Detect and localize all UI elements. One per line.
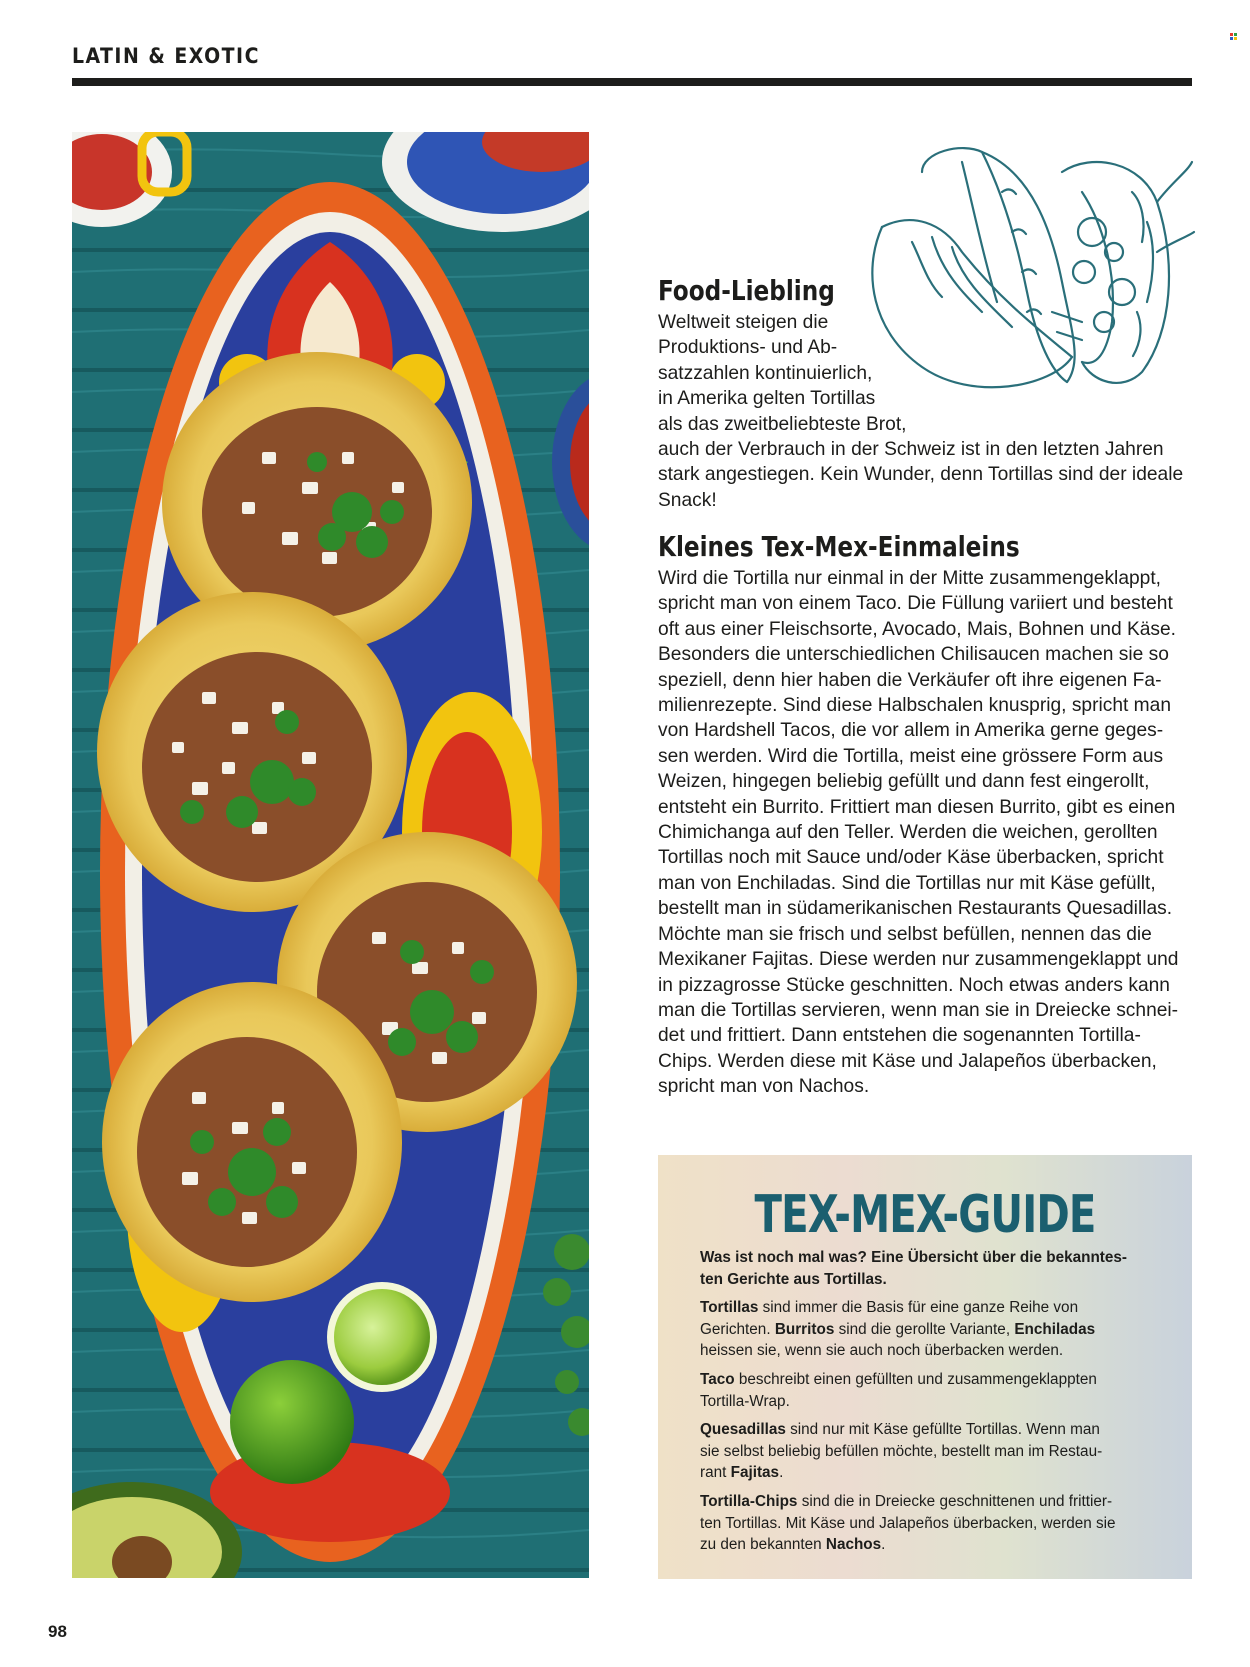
text-line: [700, 1297, 1170, 1319]
text-line: [700, 1419, 1170, 1441]
page-number: 98: [48, 1622, 67, 1641]
tacos-photo: [72, 132, 589, 1578]
text-line: Chimichanga auf den Teller. Werden die weichen, gerollten: [658, 822, 1158, 844]
text-line: [700, 1491, 1170, 1513]
text-line: heissen sie, wenn sie auch noch überbacken werden.: [700, 1342, 1064, 1359]
guide-paragraph-quesadillas: [700, 1419, 1170, 1484]
term-tortilla-chips: Tortilla-Chips: [700, 1493, 798, 1510]
text-run: sind die in Dreiecke geschnittenen und frittier-: [797, 1493, 1113, 1510]
text-line: man die Tortillas servieren, wenn man sie in Dreiecke schnei-: [658, 999, 1179, 1021]
text-line: sie selbst beliebig befüllen möchte, bestellt man im Restau-: [700, 1442, 1103, 1460]
text-line: Wird die Tortilla nur einmal in der Mitte zusammengeklappt,: [658, 568, 1161, 589]
heading-food-liebling: Food-Liebling: [658, 274, 835, 307]
text-line: als das zweitbeliebteste Brot,: [658, 413, 907, 435]
text-line: Tortillas noch mit Sauce und/oder Käse überbacken, spricht: [658, 847, 1164, 869]
text-line: satzzahlen kontinuierlich,: [658, 362, 873, 384]
text-line: Weltweit steigen die: [658, 312, 829, 333]
text-run: beschreibt einen gefüllten und zusammengeklappten: [734, 1371, 1097, 1388]
text-line: Besonders die unterschiedlichen Chilisaucen machen sie so: [658, 644, 1169, 666]
text-line: [700, 1319, 1170, 1341]
text-line: Snack!: [658, 489, 717, 511]
text-line: [700, 1534, 1170, 1556]
text-line: man von Enchiladas. Sind die Tortillas nur mit Käse gefüllt,: [658, 872, 1156, 894]
text-line: Was ist noch mal was? Eine Übersicht über die bekanntes-: [700, 1249, 1128, 1266]
guide-paragraph-tortilla-chips: [700, 1491, 1170, 1556]
term-quesadillas: Quesadillas: [700, 1421, 786, 1438]
text-line: sen werden. Wird die Tortilla, meist eine grössere Form aus: [658, 745, 1164, 767]
tex-mex-guide-box: [658, 1155, 1192, 1579]
guide-title: TEX-MEX-GUIDE: [754, 1185, 1096, 1245]
guide-paragraph-taco: [700, 1369, 1170, 1412]
text-line: in Amerika gelten Tortillas: [658, 388, 876, 410]
header-rule: [72, 78, 1192, 86]
text-line: Produktions- und Ab-: [658, 337, 838, 359]
text-run: .: [779, 1464, 784, 1481]
text-run: .: [881, 1536, 886, 1553]
term-fajitas: Fajitas: [730, 1464, 780, 1481]
text-line: Tortilla-Wrap.: [700, 1392, 790, 1410]
term-burritos: Burritos: [774, 1320, 835, 1338]
text-line: Möchte man sie frisch und selbst befüllen, nennen das die: [658, 923, 1152, 945]
paragraph-food-liebling: [658, 310, 1183, 513]
section-label: LATIN & EXOTIC: [72, 44, 260, 68]
text-line: spricht man von Nachos.: [658, 1076, 870, 1098]
text-line: stark angestiegen. Kein Wunder, denn Tortillas sind der ideale: [658, 464, 1184, 486]
print-registration-mark: [1230, 33, 1237, 40]
text-line: ten Tortillas. Mit Käse und Jalapeños überbacken, werden sie: [700, 1514, 1116, 1532]
text-line: von Hardshell Tacos, die vor allem in Amerika gerne geges-: [658, 720, 1164, 742]
text-line: bestellt man in südamerikanischen Restaurants Quesadillas.: [658, 898, 1173, 920]
text-line: auch der Verbrauch in der Schweiz ist in den letzten Jahren: [658, 439, 1164, 461]
text-line: milienrezepte. Sind diese Halbschalen knusprig, spricht man: [658, 695, 1171, 717]
text-run: zu den bekannten: [700, 1536, 826, 1553]
text-line: [700, 1369, 1170, 1391]
text-line: entsteht ein Burrito. Frittiert man diesen Burrito, gibt es einen: [658, 796, 1176, 818]
term-enchiladas: Enchiladas: [1014, 1320, 1096, 1338]
text-line: speziell, denn hier haben die Verkäufer oft ihre eigenen Fa-: [658, 669, 1162, 691]
paragraph-einmaleins: [658, 566, 1178, 1100]
term-tortillas: Tortillas: [700, 1299, 759, 1316]
guide-paragraph-tortillas: [700, 1297, 1170, 1362]
text-line: [700, 1462, 1170, 1484]
text-run: sind nur mit Käse gefüllte Tortillas. Wenn man: [785, 1421, 1100, 1438]
text-line: spricht man von einem Taco. Die Füllung variiert und besteht: [658, 593, 1173, 615]
text-run: sind die gerollte Variante,: [834, 1320, 1015, 1338]
text-line: in pizzagrosse Stücke geschnitten. Noch etwas anders kann: [658, 974, 1170, 996]
heading-einmaleins: Kleines Tex-Mex-Einmaleins: [658, 530, 1020, 563]
text-run: rant: [700, 1464, 731, 1481]
text-line: oft aus einer Fleischsorte, Avocado, Mais, Bohnen und Käse.: [658, 618, 1177, 640]
text-run: Gerichten.: [700, 1320, 775, 1338]
text-line: Mexikaner Fajitas. Diese werden nur zusammengeklappt und: [658, 949, 1179, 971]
text-line: Chips. Werden diese mit Käse und Jalapeños überbacken,: [658, 1050, 1157, 1072]
term-taco: Taco: [700, 1371, 735, 1388]
guide-intro: [700, 1247, 1170, 1290]
term-nachos: Nachos: [825, 1536, 882, 1553]
text-line: ten Gerichte aus Tortillas.: [700, 1270, 887, 1288]
text-line: det und frittiert. Dann entstehen die sogenannten Tortilla-: [658, 1025, 1141, 1047]
text-line: Weizen, hingegen beliebig gefüllt und dann fest eingerollt,: [658, 771, 1150, 793]
text-run: sind immer die Basis für eine ganze Reihe von: [758, 1299, 1079, 1316]
